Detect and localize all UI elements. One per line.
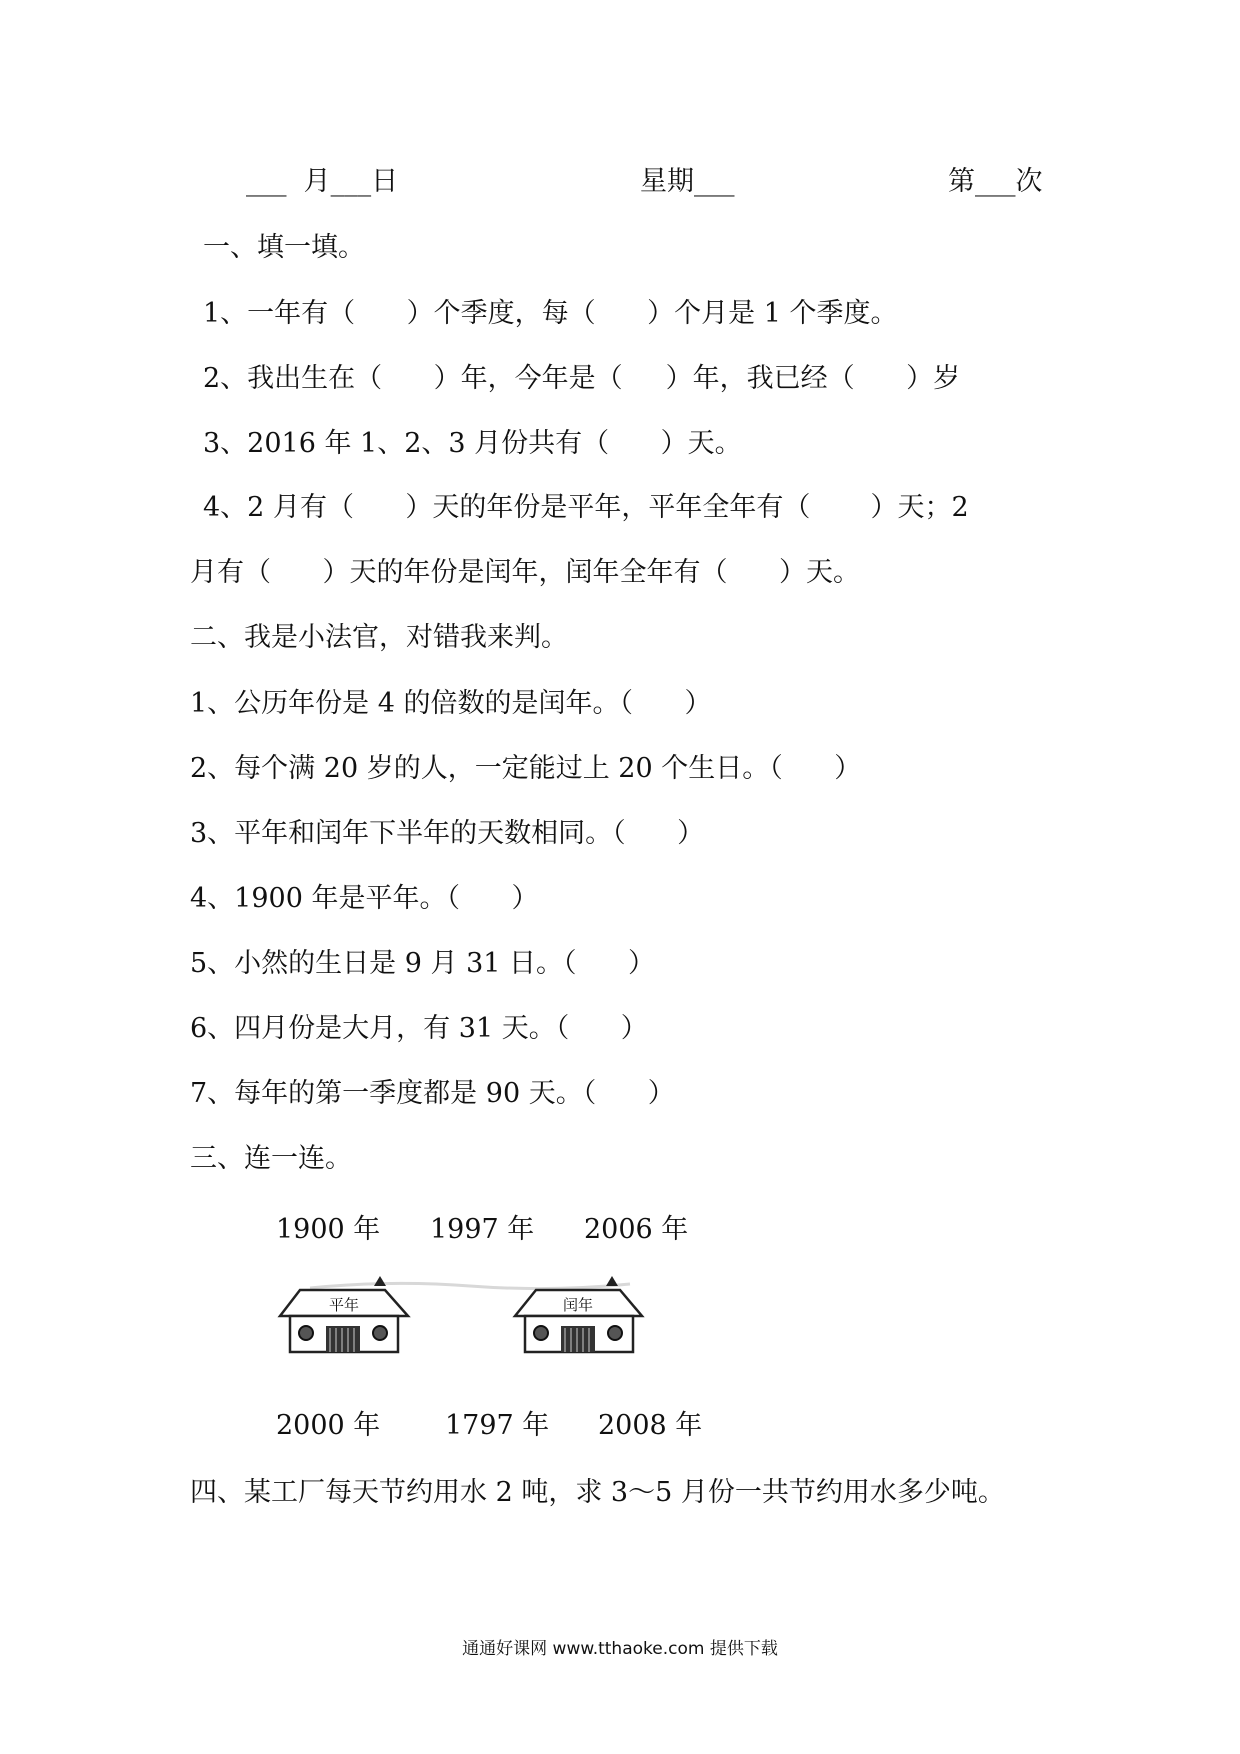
- top-year-2: 1997 年: [430, 1214, 535, 1245]
- top-year-3: 2006 年: [584, 1214, 689, 1245]
- judge-item-2: 2、每个满 20 岁的人，一定能过上 20 个生日。（ ）: [190, 753, 862, 784]
- bottom-year-2: 1797 年: [445, 1410, 550, 1441]
- top-year-1: 1900 年: [276, 1214, 381, 1245]
- house1-window-left: [299, 1326, 313, 1340]
- section1-question-4-line1: 4、2 月有（ ）天的年份是平年，平年全年有（ ）天；2: [203, 492, 969, 523]
- judge-item-5: 5、小然的生日是 9 月 31 日。（ ）: [190, 948, 656, 979]
- background-smudge: [310, 1283, 630, 1288]
- house-ping-nian: [280, 1276, 408, 1352]
- house2-chimney: [606, 1276, 618, 1286]
- house2-window-right: [608, 1326, 622, 1340]
- judge-item-7: 7、每年的第一季度都是 90 天。（ ）: [190, 1078, 675, 1109]
- house1-label: 平年: [328, 1296, 360, 1314]
- bottom-year-1: 2000 年: [276, 1410, 381, 1441]
- section1-title: 一、填一填。: [203, 232, 365, 263]
- house1-window-right: [373, 1326, 387, 1340]
- section2-title: 二、我是小法官，对错我来判。: [190, 622, 568, 653]
- houses-svg: [270, 1276, 670, 1356]
- house2-window-left: [534, 1326, 548, 1340]
- judge-item-3: 3、平年和闰年下半年的天数相同。（ ）: [190, 818, 705, 849]
- date-blank: ___ 月___日: [246, 166, 399, 197]
- judge-item-4: 4、1900 年是平年。（ ）: [190, 883, 539, 914]
- weekday-blank: 星期___: [640, 166, 735, 197]
- section1-question-1: 1、一年有（ ）个季度，每（ ）个月是 1 个季度。: [203, 298, 898, 329]
- judge-item-6: 6、四月份是大月，有 31 天。（ ）: [190, 1013, 648, 1044]
- house1-chimney: [374, 1276, 386, 1286]
- section3-title: 三、连一连。: [190, 1143, 352, 1174]
- section4-title: 四、某工厂每天节约用水 2 吨，求 3～5 月份一共节约用水多少吨。: [190, 1477, 1005, 1508]
- house-illustration: [270, 1276, 670, 1356]
- house1-door: [326, 1326, 360, 1352]
- footer-credit: 通通好课网 www.tthaoke.com 提供下载: [462, 1639, 778, 1659]
- bottom-year-3: 2008 年: [598, 1410, 703, 1441]
- house2-door: [561, 1326, 595, 1352]
- section1-question-3: 3、2016 年 1、2、3 月份共有（ ）天。: [203, 428, 742, 459]
- house2-label: 闰年: [562, 1296, 594, 1314]
- count-blank: 第___次: [948, 166, 1043, 197]
- section1-question-2: 2、我出生在（ ）年，今年是（ ）年，我已经（ ）岁: [203, 363, 961, 394]
- section1-question-4-line2: 月有（ ）天的年份是闰年，闰年全年有（ ）天。: [190, 557, 860, 588]
- judge-item-1: 1、公历年份是 4 的倍数的是闰年。（ ）: [190, 688, 712, 719]
